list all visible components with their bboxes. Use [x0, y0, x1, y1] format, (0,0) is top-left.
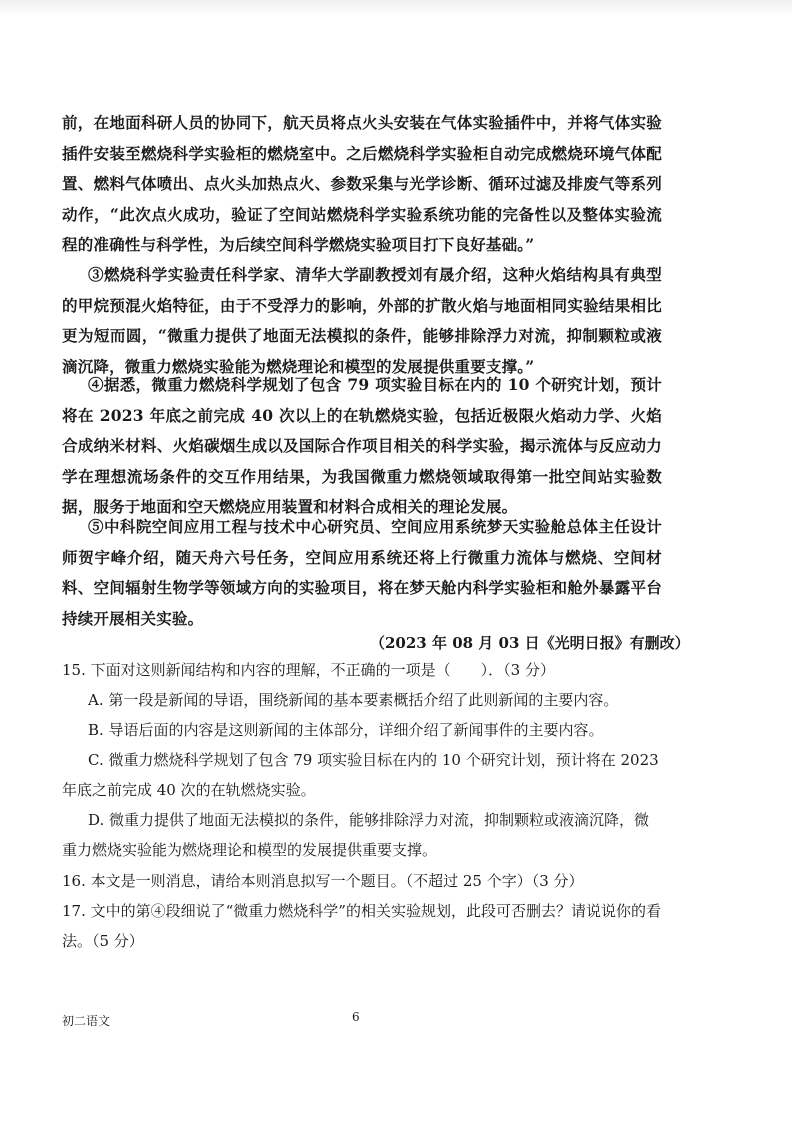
question-17: 17. 文中的第④段细说了“微重力燃烧科学”的相关实验规划，此段可否删去？请说说你的看法。（5 分） [62, 902, 661, 950]
question-15: 15. 下面对这则新闻结构和内容的理解，不正确的一项是（ ）．（3 分） [62, 661, 555, 679]
footer-subject: 初二语文 [62, 1014, 111, 1028]
paragraph-4: ④据悉，微重力燃烧科学规划了包含 79 项实验目标在内的 10 个研究计划，预计将在 2023 年底之前完成 40 次以上的在轨燃烧实验，包括近极限火焰动力学、火焰合成纳米材料、火焰碳烟生成以及国际合作项目相关的科学实验，揭示流体与反应动力学在理想流场条件的交互作用结果，为我国微重力燃烧领域取得第一批空间站实验数据，服务于地面和空天燃烧应用装置和材料合成相关的理论发展。 [62, 375, 662, 516]
question-16: 16. 本文是一则消息，请给本则消息拟写一个题目。（不超过 25 个字）（3 分） [62, 872, 584, 890]
question-15-option-c: C. 微重力燃烧科学规划了包含 79 项实验目标在内的 10 个研究计划，预计将在 2023 年底之前完成 40 次的在轨燃烧实验。 [62, 751, 659, 799]
article-source: （2023 年 08 月 03 日《光明日报》有删改） [370, 634, 690, 652]
question-15-option-a: A. 第一段是新闻的导语，围绕新闻的基本要素概括介绍了此则新闻的主要内容。 [88, 691, 619, 709]
paragraph-2-continuation: 前，在地面科研人员的协同下，航天员将点火头安装在气体实验插件中，并将气体实验插件安装至燃烧科学实验柜的燃烧室中。之后燃烧科学实验柜自动完成燃烧环境气体配置、燃料气体喷出、点火头加热点火、参数采集与光学诊断、循环过滤及排废气等系列动作，“此次点火成功，验证了空间站燃烧科学实验系统功能的完备性以及整体实验流程的准确性与科学性，为后续空间科学燃烧实验项目打下良好基础。” [62, 113, 662, 254]
scan-edge [0, 0, 792, 18]
paragraph-3: ③燃烧科学实验责任科学家、清华大学副教授刘有晟介绍，这种火焰结构具有典型的甲烷预混火焰特征，由于不受浮力的影响，外部的扩散火焰与地面相同实验结果相比更为短而圆，“微重力提供了地面无法模拟的条件，能够排除浮力对流，抑制颗粒或液滴沉降，微重力燃烧实验能为燃烧理论和模型的发展提供重要支撑。” [62, 265, 662, 376]
question-15-option-d: D. 微重力提供了地面无法模拟的条件，能够排除浮力对流，抑制颗粒或液滴沉降，微重力燃烧实验能为燃烧理论和模型的发展提供重要支撑。 [62, 811, 650, 859]
footer-page-number: 6 [352, 1010, 360, 1024]
paragraph-5: ⑤中科院空间应用工程与技术中心研究员、空间应用系统梦天实验舱总体主任设计师贺宇峰介绍，随天舟六号任务，空间应用系统还将上行微重力流体与燃烧、空间材料、空间辐射生物学等领域方向的实验项目，将在梦天舱内科学实验柜和舱外暴露平台持续开展相关实验。 [62, 517, 662, 628]
question-15-option-b: B. 导语后面的内容是这则新闻的主体部分，详细介绍了新闻事件的主要内容。 [88, 721, 604, 739]
